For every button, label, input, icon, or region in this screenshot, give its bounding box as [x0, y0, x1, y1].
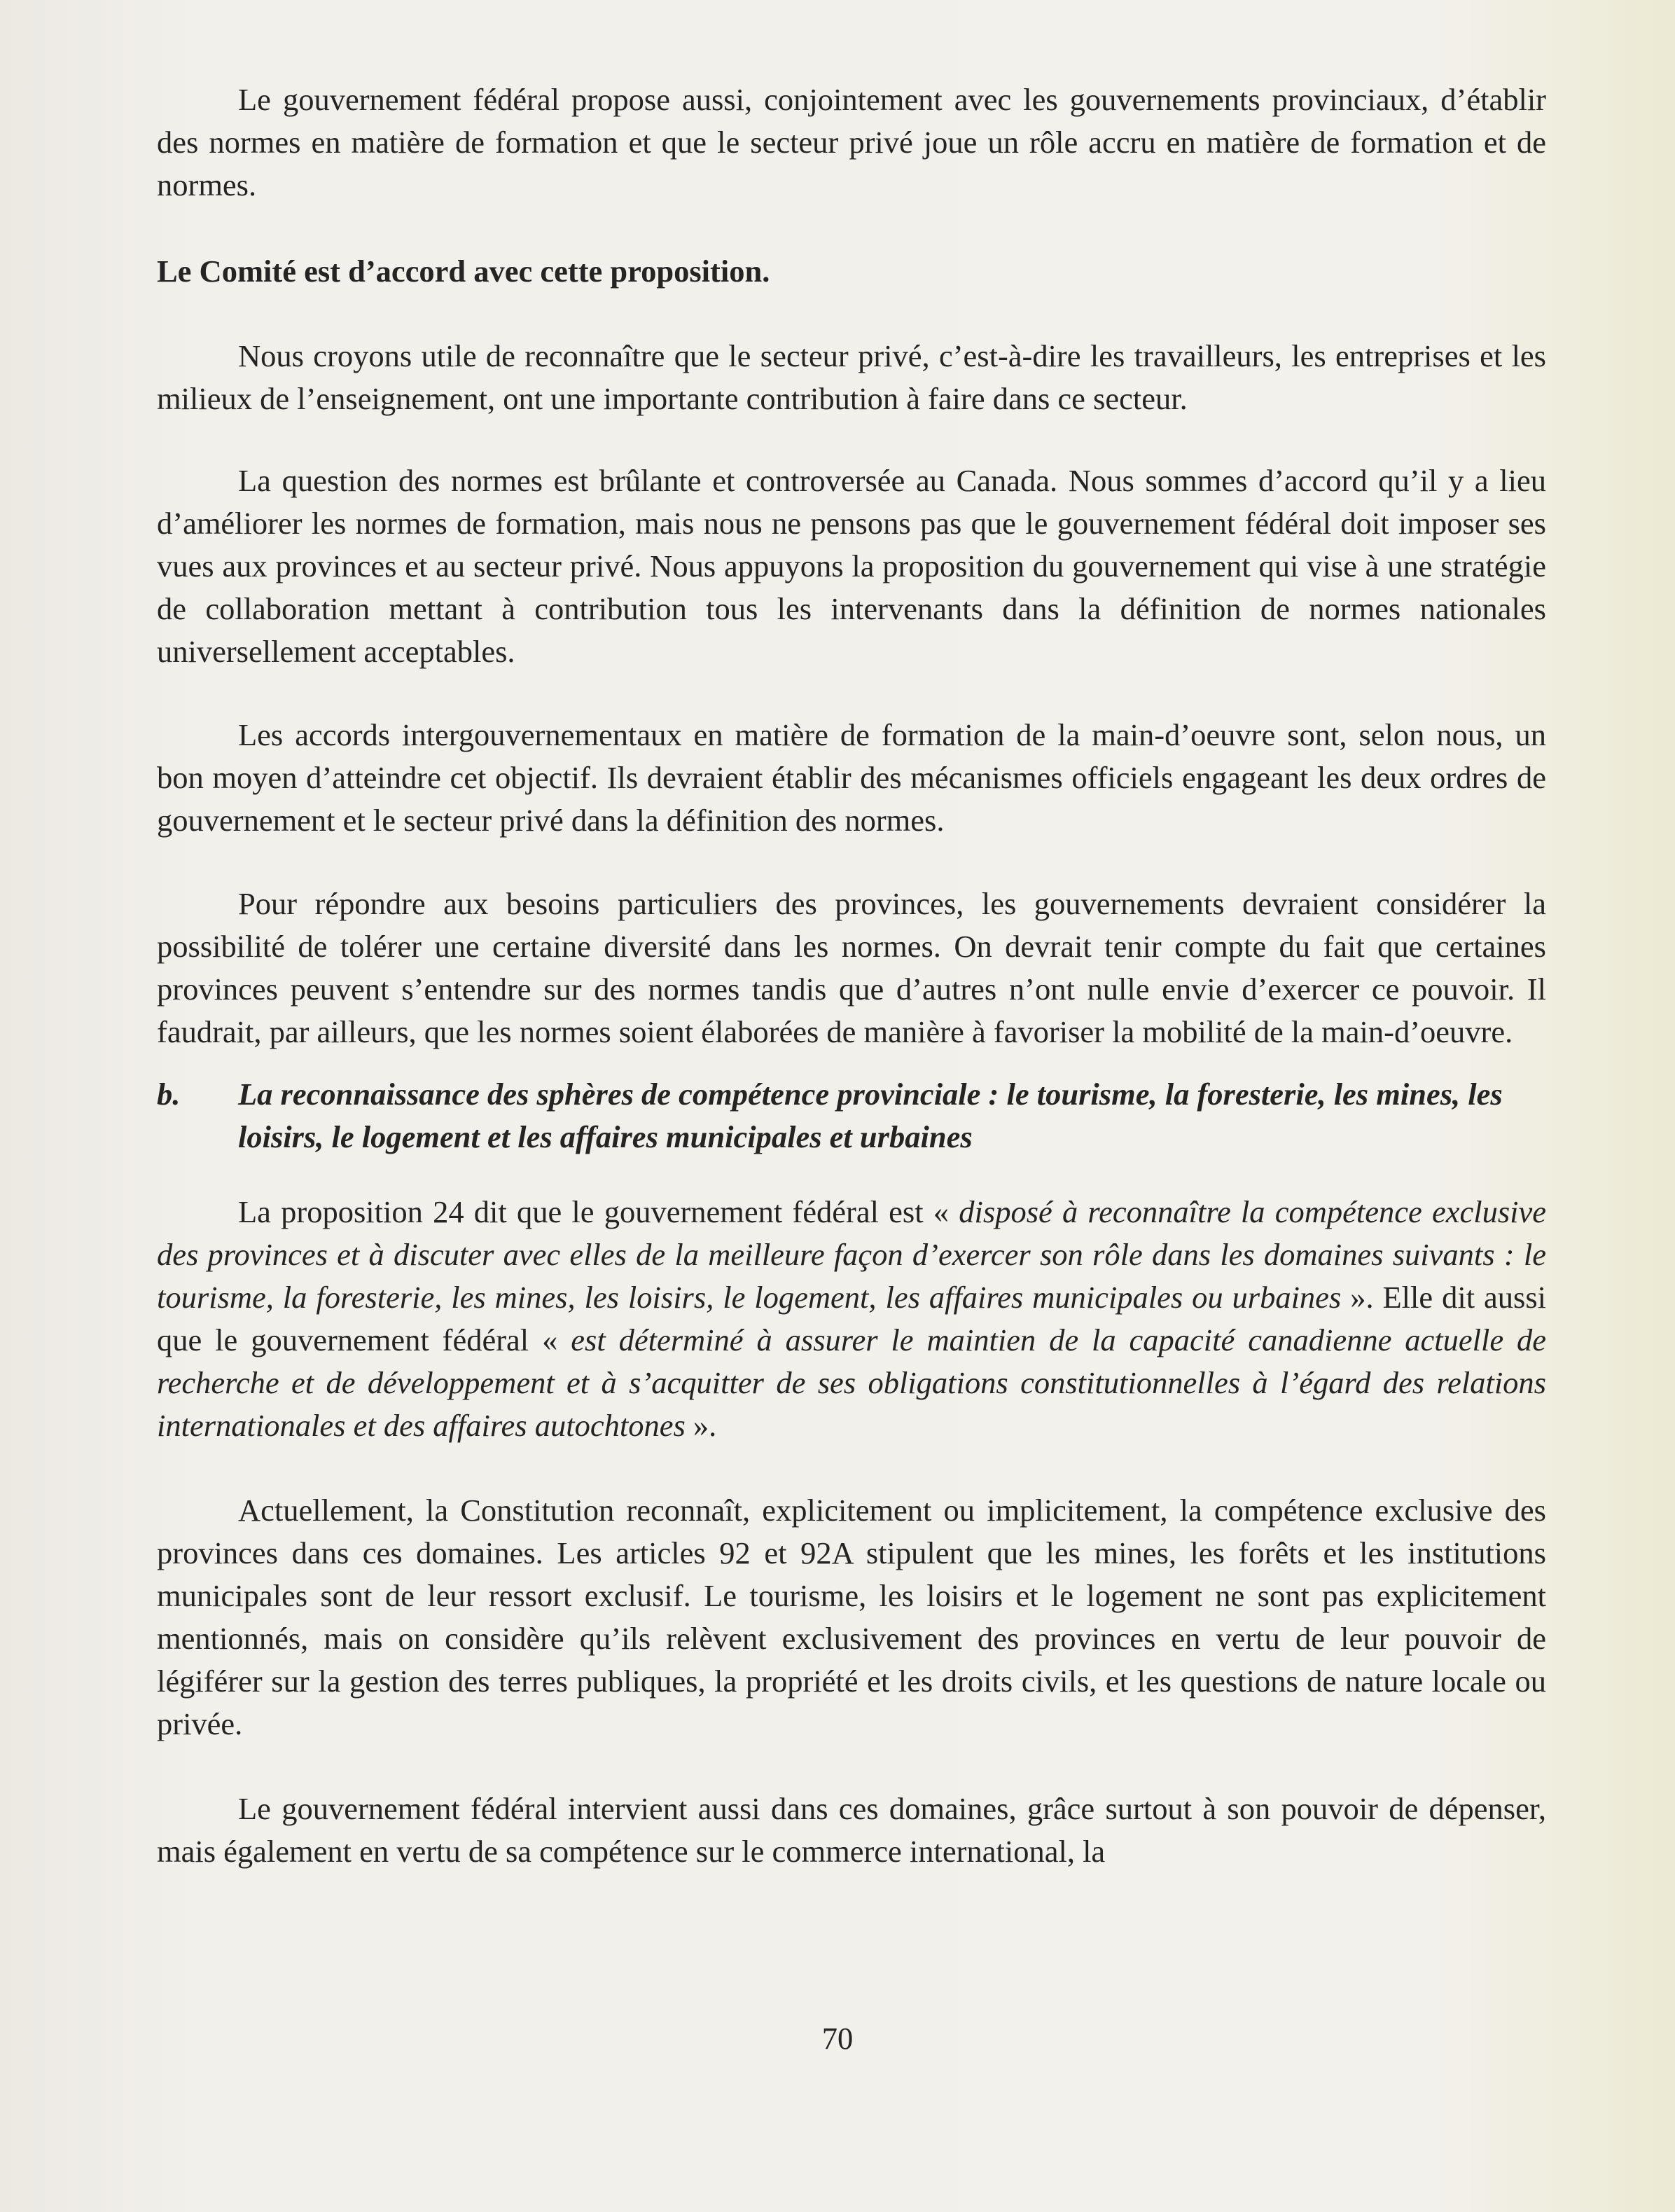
paragraph-5: Les accords intergouvernementaux en matière de formation de la main-d’oeuvre sont, selon nous, un bon moyen d’atteindre cet objectif. Ils devraient établir des mécanismes officiels engageant les deux ordres de gouvernement et le secteur privé dans la définition des normes.	[157, 717, 1546, 838]
p8-text-3: ».	[685, 1408, 717, 1443]
p8-text-2: ». Elle dit aussi que le gouvernement fédéral «	[157, 1280, 1547, 1357]
paragraph-10: Le gouvernement fédéral intervient aussi dans ces domaines, grâce surtout à son pouvoir de dépenser, mais également en vertu de sa compétence sur le commerce international, la	[157, 1791, 1546, 1869]
section-letter: b.	[157, 1077, 181, 1112]
paragraph-9: Actuellement, la Constitution reconnaît, explicitement ou implicitement, la compétence exclusive des provinces dans ces domaines. Les articles 92 et 92A stipulent que les mines, les forêts et les institutions municipales sont de leur ressort exclusif. Le tourisme, les loisirs et le logement ne sont pas explicitement mentionnés, mais on considère qu’ils relèvent exclusivement des provinces en vertu de leur pouvoir de légiférer sur la gestion des terres publiques, la propriété et les droits civils, et les questions de nature locale ou privée.	[157, 1493, 1546, 1741]
paragraph-1: Le gouvernement fédéral propose aussi, conjointement avec les gouvernements provinciaux, d’établir des normes en matière de formation et que le secteur privé joue un rôle accru en matière de formation et de normes.	[157, 82, 1546, 202]
paragraph-6: Pour répondre aux besoins particuliers des provinces, les gouvernements devraient considérer la possibilité de tolérer une certaine diversité dans les normes. On devrait tenir compte du fait que certaines provinces peuvent s’entendre sur des normes tandis que d’autres n’ont nulle envie d’exercer ce pouvoir. Il faudrait, par ailleurs, que les normes soient élaborées de manière à favoriser la mobilité de la main-d’oeuvre.	[157, 886, 1546, 1049]
p8-quote-2: est déterminé à assurer le maintien de la capacité canadienne actuelle de recherche et de développement et à s’acquitter de ses obligations constitutionnelles à l’égard des relations internationales et des affaires autochtones	[157, 1322, 1547, 1443]
section-heading	[157, 1073, 1546, 1159]
paragraph-4: La question des normes est brûlante et controversée au Canada. Nous sommes d’accord qu’il y a lieu d’améliorer les normes de formation, mais nous ne pensons pas que le gouvernement fédéral doit imposer ses vues aux provinces et au secteur privé. Nous appuyons la proposition du gouvernement qui vise à une stratégie de collaboration mettant à contribution tous les intervenants dans la définition de normes nationales universellement acceptables.	[157, 463, 1546, 669]
page-body	[157, 78, 1546, 1873]
section-title: La reconnaissance des sphères de compétence provinciale : le tourisme, la foresterie, les mines, les loisirs, le logement et les affaires municipales et urbaines	[238, 1077, 1503, 1154]
p8-quote-1: disposé à reconnaître la compétence exclusive des provinces et à discuter avec elles de la meilleure façon d’exercer son rôle dans les domaines suivants : le tourisme, la foresterie, les mines, les loisirs, le logement, les affaires municipales ou urbaines	[157, 1194, 1547, 1315]
paragraph-3: Nous croyons utile de reconnaître que le secteur privé, c’est-à-dire les travailleurs, les entreprises et les milieux de l’enseignement, ont une importante contribution à faire dans ce secteur.	[157, 338, 1546, 416]
paragraph-proposition-24	[157, 1191, 1546, 1447]
committee-statement: Le Comité est d’accord avec cette proposition.	[157, 254, 770, 289]
page-number: 70	[821, 2021, 854, 2056]
p8-text-1: La proposition 24 dit que le gouvernement fédéral est «	[238, 1194, 959, 1229]
